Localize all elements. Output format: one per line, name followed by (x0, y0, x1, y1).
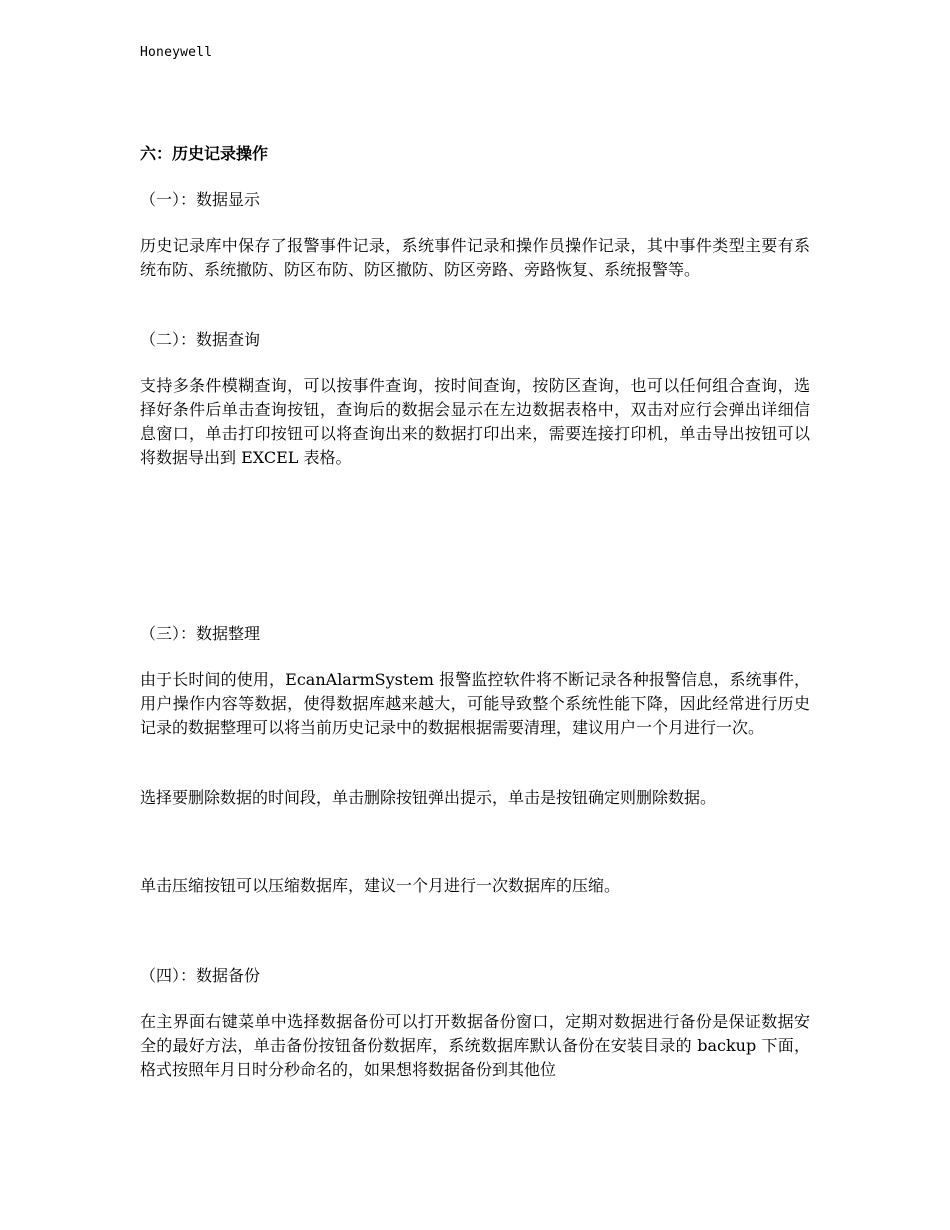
paragraph-data-cleanup: 由于长时间的使用，EcanAlarmSystem 报警监控软件将不断记录各种报警信息，系统事件，用户操作内容等数据，使得数据库越来越大，可能导致整个系统性能下降，因此经常进行历史记录的数据整理可以将当前历史记录中的数据根据需要清理，建议用户一个月进行一次。 (140, 670, 810, 737)
subheading-data-query: （二）：数据查询 (140, 330, 261, 349)
subheading-data-cleanup: （三）：数据整理 (140, 624, 261, 643)
paragraph-data-backup: 在主界面右键菜单中选择数据备份可以打开数据备份窗口，定期对数据进行备份是保证数据安全的最好方法，单击备份按钮备份数据库，系统数据库默认备份在安装目录的 backup 下面，格式按照年月日时分秒命名的，如果想将数据备份到其他位 (140, 1012, 810, 1079)
paragraph-data-query: 支持多条件模糊查询，可以按事件查询，按时间查询，按防区查询，也可以任何组合查询，选择好条件后单击查询按钮，查询后的数据会显示在左边数据表格中，双击对应行会弹出详细信息窗口，单击打印按钮可以将查询出来的数据打印出来，需要连接打印机，单击导出按钮可以将数据导出到 EXCEL 表格。 (140, 376, 810, 467)
delete-instruction: 选择要删除数据的时间段，单击删除按钮弹出提示，单击是按钮确定则删除数据。 (140, 788, 717, 807)
subheading-data-display: （一）：数据显示 (140, 190, 261, 209)
header-brand: Honeywell (140, 45, 213, 60)
blank-space (140, 480, 810, 620)
paragraph-data-display: 历史记录库中保存了报警事件记录，系统事件记录和操作员操作记录，其中事件类型主要有系统布防、系统撤防、防区布防、防区撤防、防区旁路、旁路恢复、系统报警等。 (140, 236, 810, 279)
section-title: 六：历史记录操作 (140, 144, 269, 163)
subheading-data-backup: （四）：数据备份 (140, 966, 261, 985)
compress-instruction: 单击压缩按钮可以压缩数据库，建议一个月进行一次数据库的压缩。 (140, 876, 621, 895)
